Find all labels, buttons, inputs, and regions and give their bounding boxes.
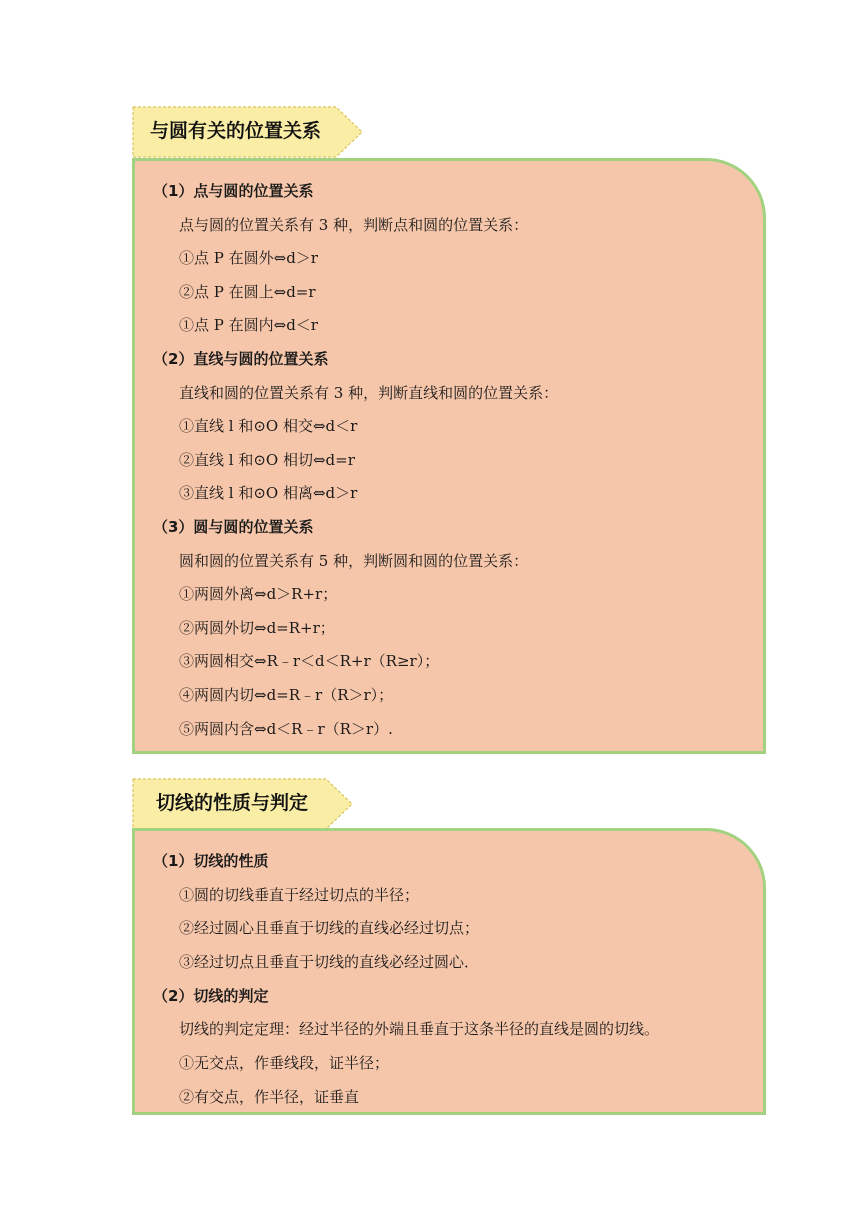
content-card — [132, 158, 766, 754]
text-line: ③直线 l 和⊙O 相离⇔d＞r — [179, 484, 358, 503]
subheading: （2）切线的判定 — [153, 986, 269, 1005]
section-title: 与圆有关的位置关系 — [150, 120, 322, 142]
text-line: ③两圆相交⇔R﹣r＜d＜R+r（R≥r）； — [179, 652, 440, 671]
text-line: ④两圆内切⇔d=R﹣r（R＞r）； — [179, 685, 394, 704]
section-title-tag — [132, 106, 364, 156]
subheading: （2）直线与圆的位置关系 — [153, 349, 329, 368]
text-line: 直线和圆的位置关系有 3 种，判断直线和圆的位置关系： — [179, 383, 559, 402]
content-card — [132, 828, 766, 1115]
subheading: （1）点与圆的位置关系 — [153, 182, 314, 200]
subheading: （1）切线的性质 — [153, 852, 269, 870]
text-line: ①点 P 在圆内⇔d＜r — [179, 316, 318, 335]
text-line: ①圆的切线垂直于经过切点的半径； — [179, 885, 420, 904]
text-line: ②两圆外切⇔d=R+r； — [179, 618, 335, 637]
text-line: 切线的判定定理：经过半径的外端且垂直于这条半径的直线是圆的切线。 — [179, 1020, 660, 1039]
text-line: ①两圆外离⇔d＞R+r； — [179, 585, 338, 604]
text-line: 圆和圆的位置关系有 5 种，判断圆和圆的位置关系： — [179, 551, 529, 570]
text-line: ①直线 l 和⊙O 相交⇔d＜r — [179, 417, 358, 436]
text-line: 点与圆的位置关系有 3 种，判断点和圆的位置关系： — [179, 215, 529, 234]
text-line: ②经过圆心且垂直于切线的直线必经过切点； — [179, 919, 480, 938]
text-line: ①点 P 在圆外⇔d＞r — [179, 249, 318, 268]
text-line: ②直线 l 和⊙O 相切⇔d=r — [179, 450, 355, 469]
text-line: ②点 P 在圆上⇔d=r — [179, 282, 316, 301]
text-line: ⑤两圆内含⇔d＜R﹣r（R＞r）. — [179, 719, 393, 738]
section-title-tag — [132, 778, 354, 828]
section-title: 切线的性质与判定 — [156, 792, 309, 814]
subheading: （3）圆与圆的位置关系 — [153, 517, 314, 536]
text-line: ③经过切点且垂直于切线的直线必经过圆心． — [179, 953, 480, 972]
text-line: ①无交点，作垂线段，证半径； — [179, 1054, 390, 1073]
text-line: ②有交点，作半径，证垂直 — [179, 1087, 360, 1106]
